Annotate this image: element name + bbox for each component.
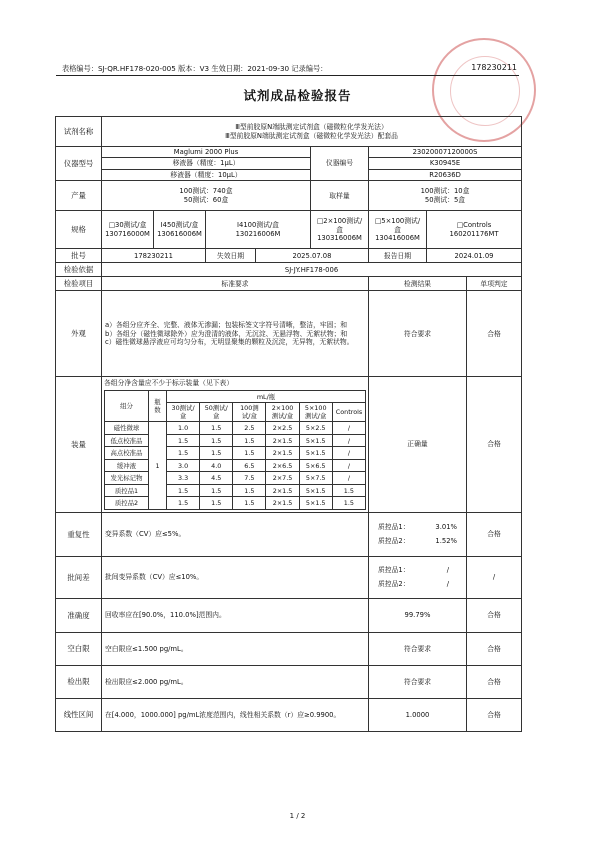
col-result: 检测结果 [369, 277, 467, 291]
row-linear-range [56, 698, 522, 731]
pipette-2: 移液器（精度：10μL） [102, 169, 311, 180]
vol-col-component: 组分 [105, 390, 149, 422]
volume-standard-text: 各组分净含量应不少于标示装量（见下表） [104, 379, 234, 388]
row-product [56, 117, 522, 147]
volume-conclusion: 合格 [467, 377, 522, 512]
vol-col-bottle: 瓶数 [149, 390, 167, 422]
row-blank-limit [56, 632, 522, 665]
instrument-no-3: R20636D [369, 169, 522, 180]
spec-2x100: □2×100测试/盒 130316006M [311, 211, 369, 249]
col-standard: 标准要求 [102, 277, 369, 291]
header-divider [56, 75, 519, 76]
linear-conclusion: 合格 [467, 698, 522, 731]
page-number: 1 / 2 [289, 812, 306, 820]
expiry-label: 失效日期 [206, 249, 256, 263]
accuracy-result: 99.79% [369, 598, 467, 632]
volume-standard [102, 377, 369, 512]
instrument-model: Maglumi 2000 Plus [102, 147, 311, 158]
pipette-1: 移液器（精度：1μL） [102, 158, 311, 169]
detect-conclusion: 合格 [467, 665, 522, 698]
batch-label: 批号 [56, 249, 102, 263]
row-detect-limit [56, 665, 522, 698]
accuracy-label: 准确度 [56, 598, 102, 632]
volume-table [104, 390, 366, 510]
spec-label: 规格 [56, 211, 102, 249]
detect-label: 检出限 [56, 665, 102, 698]
vol-size-30: 30测试/盒 [167, 403, 200, 422]
record-number: 178230211 [471, 63, 517, 72]
instrument-label: 仪器型号 [56, 147, 102, 181]
spec-30: □30测试/盒 130716000M [102, 211, 154, 249]
row-instrument-2 [56, 158, 522, 169]
vol-size-controls: Controls [332, 403, 365, 422]
row-batch [56, 249, 522, 263]
accuracy-standard: 回收率应在[90.0%，110.0%]范围内。 [102, 598, 369, 632]
report-date-value: 2024.01.09 [427, 249, 522, 263]
blank-label: 空白限 [56, 632, 102, 665]
batch-diff-label: 批间差 [56, 556, 102, 598]
report-title: 试剂成品检验报告 [243, 88, 352, 103]
output-label: 产量 [56, 181, 102, 211]
volume-result: 正确量 [369, 377, 467, 512]
vol-row: 发光标记物 3.3 4.5 7.5 2×7.5 5×7.5 / [105, 472, 366, 485]
appearance-label: 外观 [56, 291, 102, 377]
appearance-result: 符合要求 [369, 291, 467, 377]
blank-conclusion: 合格 [467, 632, 522, 665]
vol-row: 质控品1 1.5 1.5 1.5 2×1.5 5×1.5 1.5 [105, 484, 366, 497]
row-instrument-3 [56, 169, 522, 180]
appearance-conclusion: 合格 [467, 291, 522, 377]
instrument-no-2: K30945E [369, 158, 522, 169]
spec-controls: □Controls 160201176MT [427, 211, 522, 249]
spec-100: Ⅰ4100测试/盒 130216006M [206, 211, 311, 249]
batch-diff-conclusion: / [467, 556, 522, 598]
vol-row: 质控品2 1.5 1.5 1.5 2×1.5 5×1.5 1.5 [105, 497, 366, 510]
linear-label: 线性区间 [56, 698, 102, 731]
vol-row: 缓冲液 3.0 4.0 6.5 2×6.5 5×6.5 / [105, 459, 366, 472]
form-number-text: 表格编号：SJ-QR.HF178-020-005 版本：V3 生效日期：2021-09-30 记录编号： [62, 64, 328, 73]
instrument-no-label: 仪器编号 [311, 147, 369, 181]
accuracy-conclusion: 合格 [467, 598, 522, 632]
vol-col-ml: mL/瓶 [167, 390, 366, 403]
volume-label: 装量 [56, 377, 102, 512]
vol-bottle-count: 1 [149, 422, 167, 510]
output-value: 100测试：740盒 50测试：60盒 [102, 181, 311, 211]
batch-diff-result: 质控品1： / 质控品2： / [369, 556, 467, 598]
linear-standard: 在[4.000，1000.000] pg/mL浓度范围内，线性相关系数（r）应≥0.9900。 [102, 698, 369, 731]
row-accuracy [56, 598, 522, 632]
row-spec [56, 211, 522, 249]
row-column-headers [56, 277, 522, 291]
report-date-label: 报告日期 [369, 249, 427, 263]
row-output [56, 181, 522, 211]
repeatability-label: 重复性 [56, 512, 102, 556]
inspection-report-table [55, 116, 522, 732]
repeatability-conclusion: 合格 [467, 512, 522, 556]
sample-value: 100测试：10盒 50测试：5盒 [369, 181, 522, 211]
expiry-value: 2025.07.08 [256, 249, 369, 263]
repeatability-result: 质控品1： 3.01% 质控品2： 1.52% [369, 512, 467, 556]
appearance-standard: a）各组分应齐全、完整、液体无渗漏；包装标签文字符号清晰，整洁，牢固；和 b）各组分（磁性微球除外）应为澄清的液体，无沉淀、无悬浮物、无絮状物；和 c）磁性微球悬浮液应可均匀分布，无明显聚集的颗粒及沉淀，无异物，无絮状物。 [102, 291, 369, 377]
vol-size-100: 100测试/盒 [233, 403, 266, 422]
vol-row: 低点校准品 1.5 1.5 1.5 2×1.5 5×1.5 / [105, 434, 366, 447]
batch-diff-standard: 批间变异系数（CV）应≤10%。 [102, 556, 369, 598]
vol-size-5x100: 5×100测试/盒 [299, 403, 332, 422]
vol-row: 磁性微球 1 1.0 1.5 2.5 2×2.5 5×2.5 / [105, 422, 366, 435]
col-item: 检验项目 [56, 277, 102, 291]
sample-label: 取样量 [311, 181, 369, 211]
linear-result: 1.0000 [369, 698, 467, 731]
detect-standard: 检出限应≤2.000 pg/mL。 [102, 665, 369, 698]
col-conclusion: 单项判定 [467, 277, 522, 291]
row-basis [56, 263, 522, 277]
row-volume [56, 377, 522, 512]
spec-50: Ⅰ450测试/盒 130616006M [154, 211, 206, 249]
row-repeatability [56, 512, 522, 556]
batch-value: 178230211 [102, 249, 206, 263]
detect-result: 符合要求 [369, 665, 467, 698]
basis-label: 检验依据 [56, 263, 102, 277]
row-instrument-1 [56, 147, 522, 158]
basis-value: SJ-JY.HF178-006 [102, 263, 522, 277]
vol-size-2x100: 2×100测试/盒 [266, 403, 299, 422]
blank-result: 符合要求 [369, 632, 467, 665]
vol-row: 高点校准品 1.5 1.5 1.5 2×1.5 5×1.5 / [105, 447, 366, 460]
spec-5x100: □5×100测试/盒 130416006M [369, 211, 427, 249]
blank-standard: 空白限应≤1.500 pg/mL。 [102, 632, 369, 665]
instrument-no-1: 23020007120000S [369, 147, 522, 158]
product-label: 试剂名称 [56, 117, 102, 147]
row-batch-diff [56, 556, 522, 598]
row-appearance [56, 291, 522, 377]
vol-size-50: 50测试/盒 [200, 403, 233, 422]
product-name: Ⅲ型前胶原N端肽测定试剂盒（磁微粒化学发光法） Ⅲ型前胶原N端肽测定试剂盒（磁微粒化学发光法）配套品 [102, 117, 522, 147]
repeatability-standard: 变异系数（CV）应≤5%。 [102, 512, 369, 556]
